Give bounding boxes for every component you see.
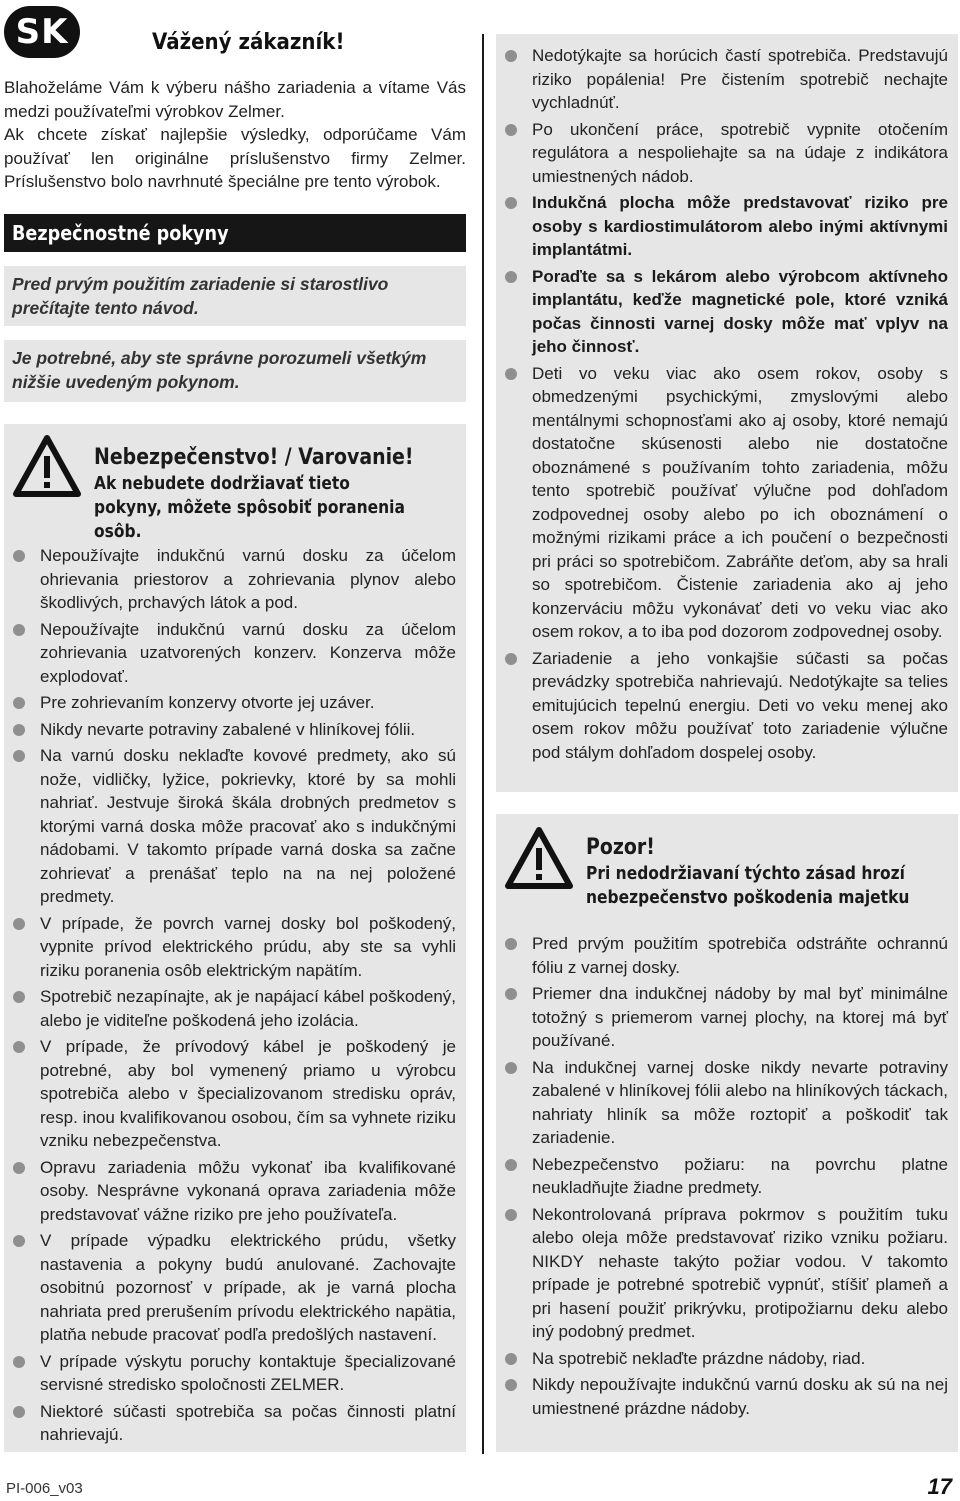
bullet-icon [505,124,517,136]
list-item [496,1373,948,1420]
column-divider [482,34,484,1454]
list-item [4,985,456,1032]
list-item-text: V prípade výskytu poruchy kontaktuje špecializované servisné stredisko spoločnosti ZELMER. [40,1351,456,1394]
right-safety-panel [496,34,958,792]
bullet-icon [13,550,25,562]
intro-paragraph-2: Ak chcete získať najlepšie výsledky, odporúčame Vám používať len originálne príslušenstvo firmy Zelmer. Príslušenstvo bolo navrhnuté špeciálne pre tento výrobok. [4,125,466,191]
caution-triangle-icon [504,826,574,890]
list-item [4,1156,456,1227]
bullet-icon [13,697,25,709]
page-number: 17 [927,1474,952,1499]
list-item-text: V prípade výpadku elektrického prúdu, všetky nastavenia a pokyny budú anulované. Zachovajte osobitnú pozornosť v prípade, ak je varná plocha nahriata pred prerušením prívodu elektrického napätia, platňa nebude pracovať podľa predošlých nastavení. [40,1231,456,1344]
bullet-icon [505,1353,517,1365]
list-item [4,1229,456,1347]
list-item-text: Nikdy nepoužívajte indukčnú varnú dosku ak sú na nej umiestnené prázdne nádoby. [532,1375,948,1418]
list-item-text: Nedotýkajte sa horúcich častí spotrebiča. Predstavujú riziko popálenia! Pre čistením spotrebič nechajte vychladnúť. [532,46,948,112]
danger-list [4,544,456,1450]
bullet-icon [505,1379,517,1391]
list-item [496,647,948,765]
list-item [496,1203,948,1344]
list-item-text: V prípade, že povrch varnej dosky bol poškodený, vypnite prívod elektrického prúdu, aby ste sa vyhli riziku poranenia osôb elektrickým napätím. [40,913,456,980]
list-item-text: Spotrebič nezapínajte, ak je napájací kábel poškodený, alebo je viditeľne poškodená jeho izolácia. [40,987,456,1030]
caution-subtitle: Pri nedodržiavaní týchto zásad hrozí nebezpečenstvo poškodenia majetku [586,863,910,908]
list-item-text: Nekontrolovaná príprava pokrmov s použitím tuku alebo oleja môže predstavovať riziko vzniku požiaru. NIKDY nehaste takýto požiar vodou. V takomto prípade je potrebné spotrebič vypnúť, stíšiť plameň a pri hasení použiť prikrývku, protipožiarnu deku alebo iný podobný predmet. [532,1204,948,1341]
danger-subtitle: Ak nebudete dodržiavať tieto pokyny, môžete spôsobiť poranenia osôb. [94,473,405,542]
bullet-icon [505,1062,517,1074]
bullet-icon [505,271,517,283]
caution-title-block [586,834,939,910]
list-item [4,1035,456,1153]
bullet-icon [13,624,25,636]
bullet-icon [505,50,517,62]
list-item [4,912,456,983]
read-manual-note: Pred prvým použitím zariadenie si starostlivo prečítajte tento návod. [4,266,466,326]
list-item [496,44,948,115]
list-item-text: Nepoužívajte indukčnú varnú dosku za účelom ohrievania priestorov a zohrievania plynov alebo škodlivých, prchavých látok a pod. [40,546,456,612]
list-item [4,544,456,615]
bullet-icon [13,724,25,736]
bullet-icon [505,197,517,209]
bullet-icon [13,750,25,762]
list-item-text: Po ukončení práce, spotrebič vypnite otočením regulátora a nespoliehajte sa na údaje z indikátora umiestnených nádob. [532,119,948,186]
bullet-icon [13,1356,25,1368]
list-item-text: Pre zohrievaním konzervy otvorte jej uzáver. [40,693,375,712]
list-item-text: Nebezpečenstvo požiaru: na povrchu platne neukladňujte žiadne predmety. [532,1154,948,1197]
list-item-text: Na indukčnej varnej doske nikdy nevarte potraviny zabalené v hliníkovej fólii alebo na hliníkových táckach, nahriaty hliník sa môže roztopiť a poškodiť tak zariadenie. [532,1057,948,1147]
intro-paragraph-1: Blahoželáme Vám k výberu nášho zariadenia a vítame Vás medzi používateľmi výrobkov Zelmer. [4,78,466,121]
list-item-text: Nepoužívajte indukčnú varnú dosku za účelom zohrievania uzatvorených konzerv. Konzerva môže explodovať. [40,619,456,686]
list-item-text: Zariadenie a jeho vonkajšie súčasti sa počas prevádzky spotrebiča nahrievajú. Nedotýkajte sa telies emitujúcich tepelnú energiu. Deti vo veku menej ako osem rokov môžu používať toto zariadenie výlučne pod stálym dohľadom dospelej osoby. [532,648,948,762]
right-safety-list [496,44,948,767]
language-badge: SK [4,6,80,58]
bullet-icon [505,1159,517,1171]
bullet-icon [13,1406,25,1418]
list-item-text: Na varnú dosku neklaďte kovové predmety, ako sú nože, vidličky, lyžice, pokrievky, ktoré by sa mohli nahriať. Jestvuje široká škála drobných predmetov s ktorými varná doska môže pracovať ako s indukčnými nádobami. V takomto prípade varná doska sa začne zohrievať a prenášať teplo na na nej položené predmety. [40,746,456,906]
list-item-text: Priemer dna indukčnej nádoby by mal byť minimálne totožný s priemerom varnej plochy, na ktorej má byť používané. [532,984,948,1050]
list-item-text: Poraďte sa s lekárom alebo výrobcom aktívneho implantátu, keďže magnetické pole, ktoré vzniká počas činnosti varnej dosky môže mať vplyv na jeho činnosť. [532,266,948,356]
bullet-icon [13,991,25,1003]
list-item-text: Nikdy nevarte potraviny zabalené v hliníkovej fólii. [40,719,416,739]
list-item [496,1153,948,1200]
list-item [496,191,948,262]
list-item-text: Indukčná plocha môže predstavovať riziko pre osoby s kardiostimulátorom alebo inými aktívnymi implantátmi. [532,193,948,259]
page-title: Vážený zákazník! [152,30,345,55]
list-item [4,618,456,689]
danger-title-block [94,444,414,544]
warning-triangle-icon [12,434,82,498]
list-item [496,1347,948,1371]
list-item [4,691,456,715]
list-item-text: Deti vo veku viac ako osem rokov, osoby s obmedzenými psychickými, zmyslovými alebo mentálnymi schopnosťami ako aj osoby, ktoré nemajú dostatočne skúsenosti alebo nie dostatočne oboznámené s používaním tohto zariadenia, môžu tento spotrebič používať výlučne pod dohľadom zodpovednej osoby alebo po ich oboznámení o možnými rizikami práce a ich poučení o bezpečnosti pri práci so spotrebičom. Zabráňte deťom, aby sa hrali so spotrebičom. Čistenie zariadenia ako aj jeho konzerváciu môžu vykonávať deti vo veku viac ako osem rokov, a to iba pod dozorom zodpovednej osoby. [532,363,948,641]
list-item-text: Niektoré súčasti spotrebiča sa počas činnosti platní nahrievajú. [40,1401,456,1444]
bullet-icon [13,918,25,930]
list-item [496,982,948,1053]
caution-title: Pozor! [586,835,655,860]
bullet-icon [505,653,517,665]
list-item-text: Opravu zariadenia môžu vykonať iba kvalifikované osoby. Nesprávne vykonaná oprava zariadenia môže predstavovať vážne riziko pre jeho používateľa. [40,1157,456,1224]
bullet-icon [505,938,517,950]
safety-heading: Bezpečnostné pokyny [4,214,466,252]
danger-title: Nebezpečenstvo! / Varovanie! [94,445,414,470]
caution-list [496,932,948,1423]
list-item [4,744,456,909]
list-item [4,1400,456,1447]
intro-text [4,76,466,194]
danger-panel [4,424,466,1452]
list-item [4,718,456,742]
list-item-text: Pred prvým použitím spotrebiča odstráňte ochrannú fóliu z varnej dosky. [532,934,948,977]
list-item [4,1350,456,1397]
list-item [496,932,948,979]
bullet-icon [13,1235,25,1247]
list-item [496,118,948,189]
list-item [496,362,948,644]
bullet-icon [505,1209,517,1221]
list-item-text: Na spotrebič neklaďte prázdne nádoby, riad. [532,1348,866,1368]
understand-note: Je potrebné, aby ste správne porozumeli všetkým nižšie uvedeným pokynom. [4,340,466,402]
caution-panel [496,814,958,1452]
list-item [496,265,948,359]
list-item-text: V prípade, že prívodový kábel je poškodený je potrebné, aby bol vymenený priamo u výrobcu spotrebiča alebo v špecializovanom stredisku opráv, resp. inou kvalifikovanou osobou, čím sa vyhnete riziku vzniku nebezpečenstva. [40,1037,456,1150]
bullet-icon [13,1162,25,1174]
bullet-icon [13,1041,25,1053]
bullet-icon [505,368,517,380]
bullet-icon [505,988,517,1000]
document-code: PI-006_v03 [6,1480,83,1497]
list-item [496,1056,948,1150]
